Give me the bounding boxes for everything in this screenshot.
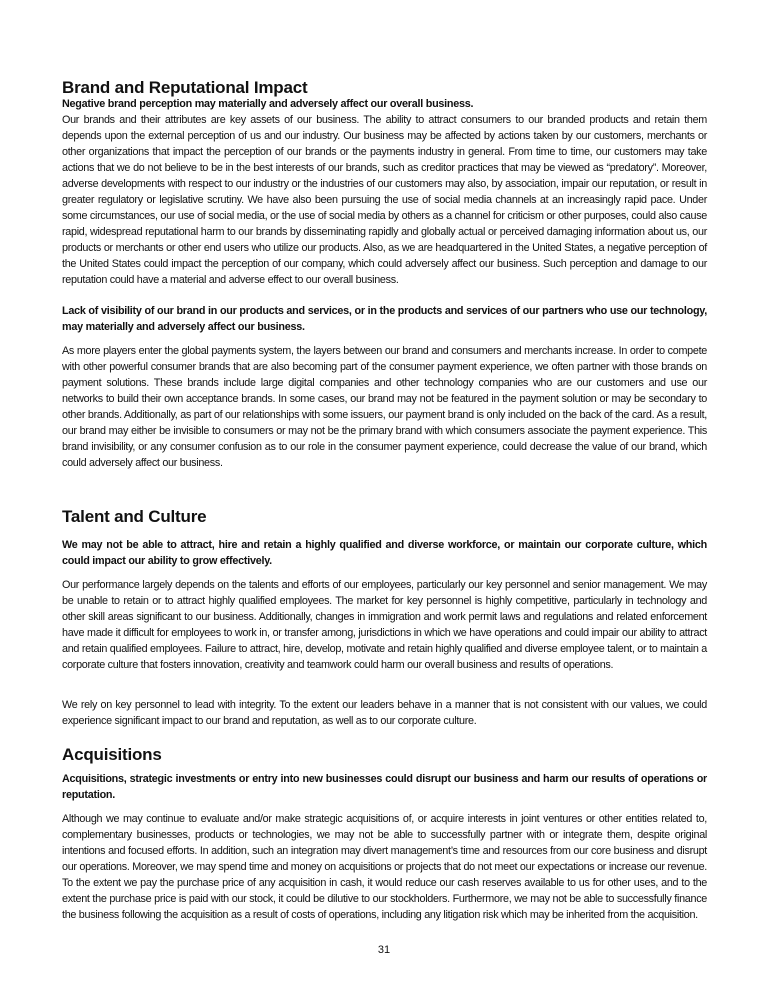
paragraph-brand-perception: Our brands and their attributes are key assets of our business. The ability to attract consumers to our branded products and retain them depends upon the external perception of us and our industry. Our business may be affected by actions taken by our customers, merchants or other organizations that impact the perception of our brands or the payments industry in general. From time to time, our customers may take actions that we do not believe to be in the best interests of our brands, such as creditor practices that may be viewed as “predatory”. Moreover, adverse developments with respect to our industry or the industries of our customers may also, by association, impair our reputation, or result in greater regulatory or legislative scrutiny. We have also been pursuing the use of social media channels at an increasingly rapid pace. Under some circumstances, our use of social media, or the use of social media by others as a channel for criticism or other purposes, could also cause rapid, widespread reputational harm to our brands by disseminating rapidly and globally actual or perceived damaging information about us, our products or merchants or other end users who utilize our products. Also, as we are headquartered in the United States, a negative perception of the United States could impact the perception of our company, which could adversely affect our business. Such perception and damage to our reputation could have a material and adverse effect to our overall business. — [62, 114, 707, 286]
subheading-talent: We may not be able to attract, hire and retain a highly qualified and diverse workforce, or maintain our corporate culture, which could impact our ability to grow effectively. — [62, 539, 707, 567]
paragraph-acquisitions: Although we may continue to evaluate and/or make strategic acquisitions of, or acquire interests in joint ventures or other entities related to, complementary businesses, products or technologies, we may not be able to successfully partner with or integrate them, despite original intentions and focused efforts. In addition, such an integration may divert management’s time and resources from our core business and disrupt our operations. Moreover, we may spend time and money on acquisitions or projects that do not meet our expectations or increase our revenue. To the extent we pay the purchase price of any acquisition in cash, it would reduce our cash reserves available to us for other uses, and to the extent the purchase price is paid with our stock, it could be dilutive to our stockholders. Furthermore, we may not be able to successfully finance the business following the acquisition as a result of costs of operations, including any litigation risk which may be inherited from the acquisition. — [62, 813, 707, 921]
page-number: 31 — [377, 944, 391, 956]
section-heading-talent: Talent and Culture — [62, 507, 207, 526]
paragraph-brand-visibility: As more players enter the global payments system, the layers between our brand and consumers and merchants increase. In order to compete with other powerful consumer brands that are also becoming part of the consumer payment experience, we often partner with those brands on payment solutions. These brands include large digital companies and other technology companies who are our customers and use our networks to build their own acceptance brands. In some cases, our brand may not be featured in the payment solution or may be secondary to other brands. Additionally, as part of our relationships with some issuers, our payment brand is only included on the back of the card. As a result, our brand may either be invisible to consumers or may not be the primary brand with which consumers associate the payment experience. This brand invisibility, or any consumer confusion as to our role in the consumer payment experience, could decrease the value of our brand, which could adversely affect our business. — [62, 345, 707, 469]
paragraph-talent-performance: Our performance largely depends on the talents and efforts of our employees, particularly our key personnel and senior management. We may be unable to retain or to attract highly qualified employees. The market for key personnel is highly competitive, particularly in technology and other skill areas significant to our business. Additionally, changes in immigration and work permit laws and regulations and related enforcement have made it difficult for employees to work in, or transfer among, jurisdictions in which we have operations and could impair our ability to attract and retain qualified employees. Failure to attract, hire, develop, motivate and retain highly qualified and diverse employee talent, or to maintain a corporate culture that fosters innovation, creativity and teamwork could harm our overall business and results of operations. — [62, 579, 707, 671]
paragraph-talent-integrity: We rely on key personnel to lead with integrity. To the extent our leaders behave in a manner that is not consistent with our values, we could experience significant impact to our brand and reputation, as well as to our corporate culture. — [62, 699, 707, 727]
section-heading-acquisitions: Acquisitions — [62, 745, 162, 764]
subheading-brand-visibility: Lack of visibility of our brand in our products and services, or in the products and services of our partners who use our technology, may materially and adversely affect our business. — [62, 305, 707, 333]
subheading-acquisitions: Acquisitions, strategic investments or entry into new businesses could disrupt our business and harm our results of operations or reputation. — [62, 773, 707, 801]
section-heading-brand: Brand and Reputational Impact — [62, 78, 308, 97]
subheading-brand-perception: Negative brand perception may materially and adversely affect our overall business. — [62, 98, 474, 110]
